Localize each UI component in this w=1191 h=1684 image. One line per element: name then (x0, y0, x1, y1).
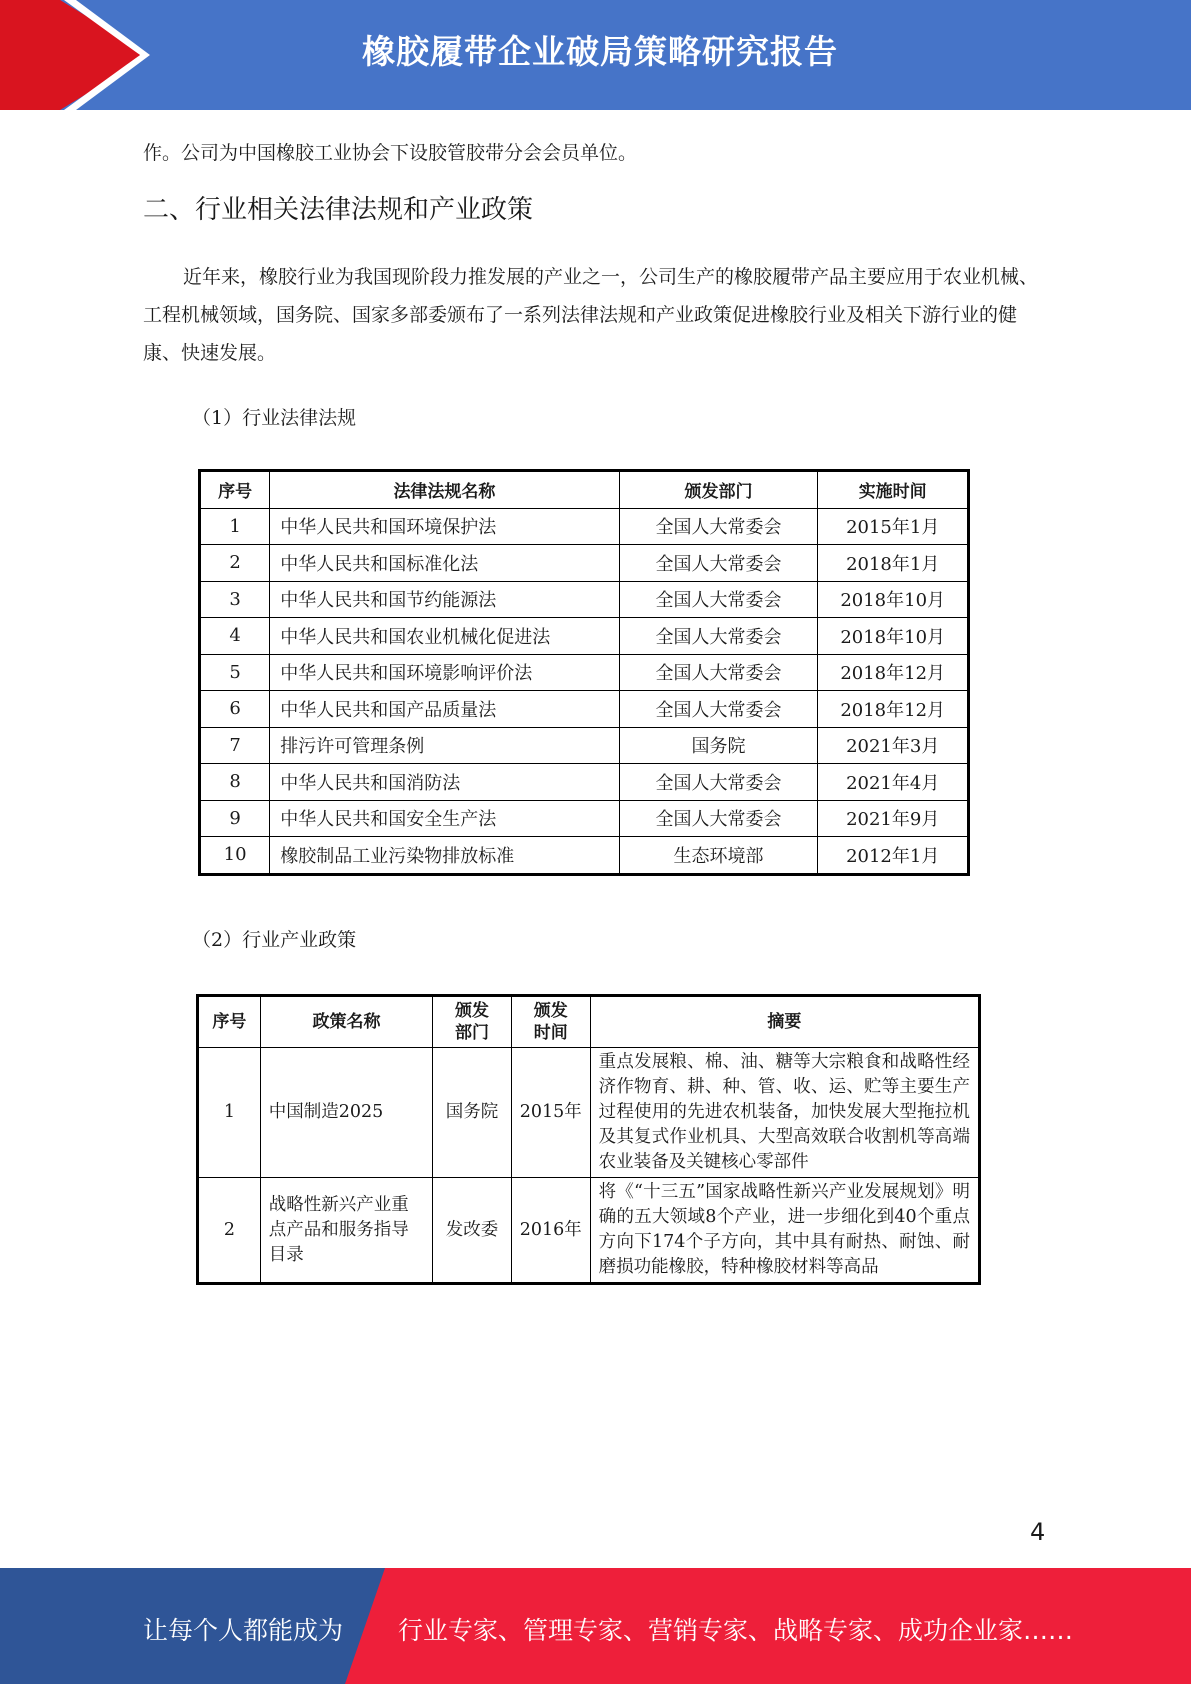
cell-dept: 全国人大常委会 (619, 800, 818, 837)
cell-dept: 全国人大常委会 (619, 691, 818, 728)
table-row (200, 691, 969, 728)
col-header-line: 颁发 (533, 1001, 568, 1021)
table-row (200, 618, 969, 655)
cell-date: 2018年10月 (818, 581, 969, 618)
cell-name: 中华人民共和国环境保护法 (270, 508, 619, 545)
col-header: 政策名称 (260, 996, 432, 1048)
col-header: 实施时间 (818, 471, 969, 509)
cell-num: 4 (200, 618, 270, 655)
cell-dept: 国务院 (619, 727, 818, 764)
cell-name: 中华人民共和国安全生产法 (270, 800, 619, 837)
table-row (200, 727, 969, 764)
cell-date: 2015年 (511, 1048, 590, 1178)
cell-dept: 生态环境部 (619, 837, 818, 875)
cell-dept: 全国人大常委会 (619, 764, 818, 801)
cell-num: 3 (200, 581, 270, 618)
cell-name: 中华人民共和国环境影响评价法 (270, 654, 619, 691)
cell-name: 中华人民共和国产品质量法 (270, 691, 619, 728)
table-row (200, 508, 969, 545)
page-number: 4 (1030, 1518, 1046, 1546)
col-header-line: 颁发 (455, 1001, 490, 1021)
cell-dept: 全国人大常委会 (619, 581, 818, 618)
cell-num: 8 (200, 764, 270, 801)
cell-dept: 全国人大常委会 (619, 545, 818, 582)
cell-date: 2015年1月 (818, 508, 969, 545)
cell-name: 中华人民共和国标准化法 (270, 545, 619, 582)
cell-dept: 发改委 (433, 1178, 512, 1284)
cell-num: 5 (200, 654, 270, 691)
cell-date: 2021年4月 (818, 764, 969, 801)
col-header-line: 部门 (455, 1023, 490, 1043)
cell-name: 中华人民共和国节约能源法 (270, 581, 619, 618)
section-heading: 二、行业相关法律法规和产业政策 (143, 195, 534, 225)
cell-date: 2018年10月 (818, 618, 969, 655)
col-header: 序号 (198, 996, 261, 1048)
table-row (198, 1048, 980, 1178)
cell-date: 2012年1月 (818, 837, 969, 875)
cell-name: 中华人民共和国消防法 (270, 764, 619, 801)
cell-num: 2 (200, 545, 270, 582)
cell-date: 2018年1月 (818, 545, 969, 582)
cell-date: 2021年3月 (818, 727, 969, 764)
cell-num: 6 (200, 691, 270, 728)
policy-table (196, 994, 981, 1285)
cell-dept: 全国人大常委会 (619, 508, 818, 545)
table-row (200, 764, 969, 801)
table-row (200, 545, 969, 582)
cell-num: 9 (200, 800, 270, 837)
cell-date: 2018年12月 (818, 691, 969, 728)
cell-name: 中华人民共和国农业机械化促进法 (270, 618, 619, 655)
table-row (198, 1178, 980, 1284)
cell-num: 1 (200, 508, 270, 545)
cell-name: 战略性新兴产业重点产品和服务指导目录 (260, 1178, 432, 1284)
col-header: 颁发部门 (619, 471, 818, 509)
table-row (200, 654, 969, 691)
cell-dept: 国务院 (433, 1048, 512, 1178)
cell-date: 2018年12月 (818, 654, 969, 691)
table-row (200, 800, 969, 837)
cell-name: 排污许可管理条例 (270, 727, 619, 764)
table-row (200, 581, 969, 618)
col-header (511, 996, 590, 1048)
cell-summary: 重点发展粮、棉、油、糖等大宗粮食和战略性经济作物育、耕、种、管、收、运、贮等主要生产过程使用的先进农机装备，加快发展大型拖拉机及其复式作业机具、大型高效联合收割机等高端农业装备及关键核心零部件 (590, 1048, 979, 1178)
cell-summary: 将《“十三五”国家战略性新兴产业发展规划》明确的五大领域8个产业，进一步细化到40个重点方向下174个子方向，其中具有耐热、耐蚀、耐磨损功能橡胶，特种橡胶材料等高品 (590, 1178, 979, 1284)
col-header: 序号 (200, 471, 270, 509)
laws-table (198, 469, 970, 876)
col-header (433, 996, 512, 1048)
col-header: 法律法规名称 (270, 471, 619, 509)
col-header-line: 时间 (533, 1023, 568, 1043)
cell-num: 7 (200, 727, 270, 764)
subheading-laws: （1）行业法律法规 (192, 407, 357, 429)
cell-num: 10 (200, 837, 270, 875)
table-row (200, 837, 969, 875)
cell-dept: 全国人大常委会 (619, 618, 818, 655)
footer-slogan-right: 行业专家、管理专家、营销专家、战略专家、成功企业家…… (398, 1616, 1074, 1645)
footer-slogan-left: 让每个人都能成为 (143, 1616, 344, 1645)
cell-name: 橡胶制品工业污染物排放标准 (270, 837, 619, 875)
cell-date: 2016年 (511, 1178, 590, 1284)
table-header-row (200, 471, 969, 509)
col-header: 摘要 (590, 996, 979, 1048)
cell-num: 1 (198, 1048, 261, 1178)
subheading-policies: （2）行业产业政策 (192, 929, 357, 951)
table-header-row (198, 996, 980, 1048)
cell-date: 2021年9月 (818, 800, 969, 837)
intro-paragraph: 近年来，橡胶行业为我国现阶段力推发展的产业之一，公司生产的橡胶履带产品主要应用于农业机械、工程机械领域，国务院、国家多部委颁布了一系列法律法规和产业政策促进橡胶行业及相关下游行业的健康、快速发展。 (143, 266, 1039, 364)
cell-num: 2 (198, 1178, 261, 1284)
header-chevron-decoration (0, 0, 160, 110)
cell-name: 中国制造2025 (260, 1048, 432, 1178)
continuation-paragraph: 作。公司为中国橡胶工业协会下设胶管胶带分会会员单位。 (143, 142, 638, 164)
cell-dept: 全国人大常委会 (619, 654, 818, 691)
report-title: 橡胶履带企业破局策略研究报告 (362, 32, 838, 71)
